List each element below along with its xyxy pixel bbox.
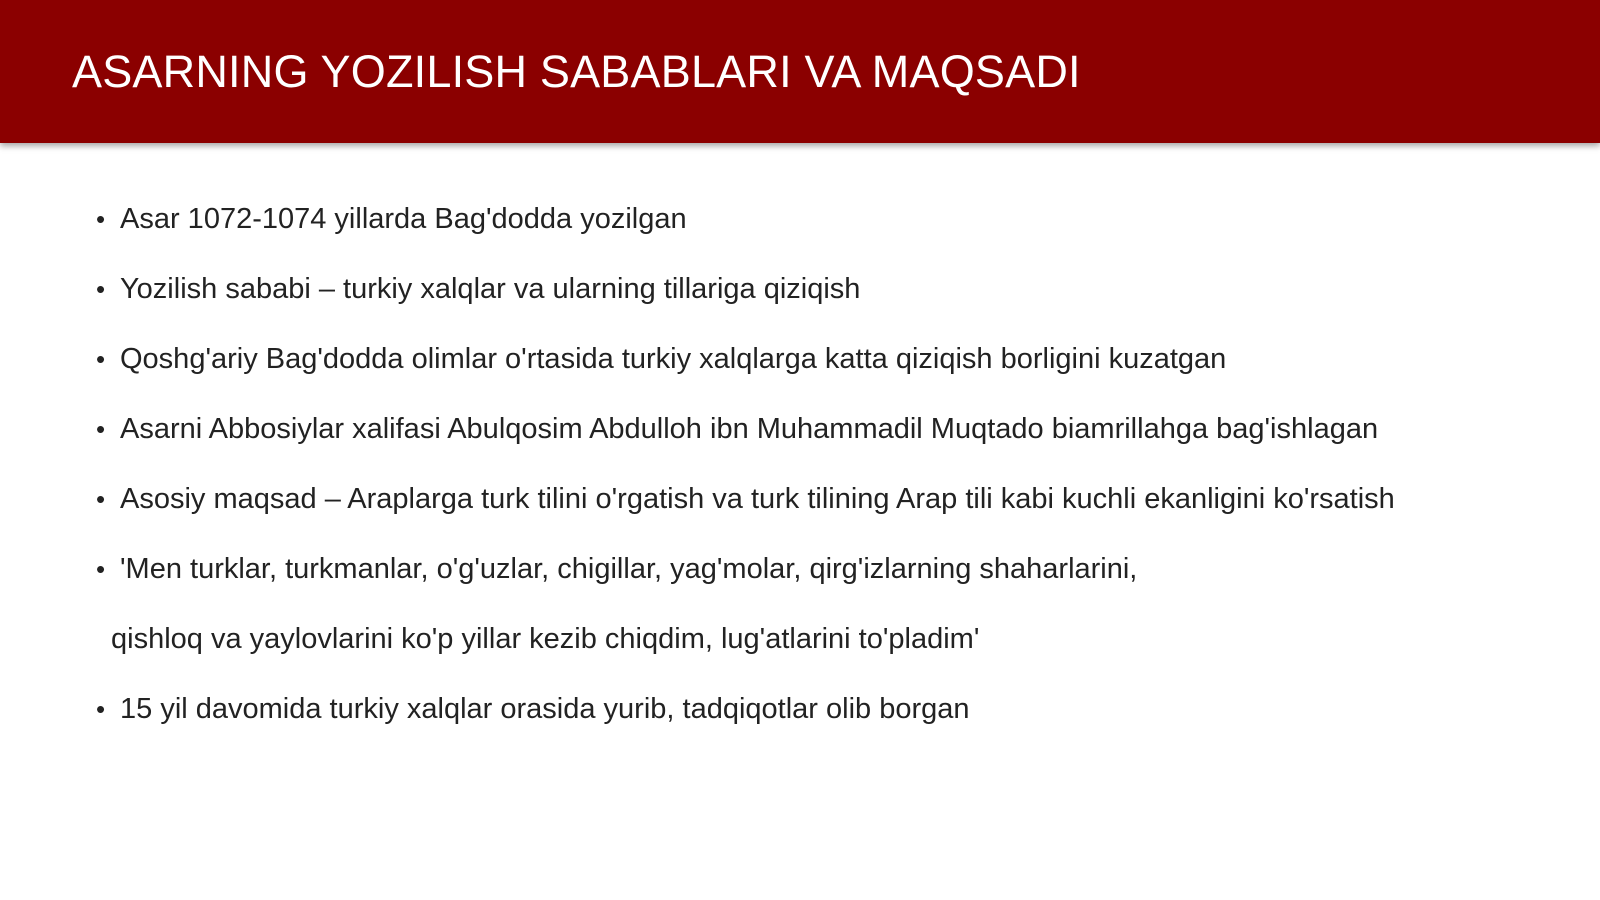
list-item-text: Asosiy maqsad – Araplarga turk tilini o'rgatish va turk tilining Arap tili kabi kuchli ekanligini ko'rsatish: [120, 482, 1395, 515]
list-item: [96, 674, 1576, 744]
list-item: [96, 394, 1576, 464]
list-item-text: 'Men turklar, turkmanlar, o'g'uzlar, chigillar, yag'molar, qirg'izlarning shaharlarini,: [120, 552, 1138, 585]
list-item-continuation-text: qishloq va yaylovlarini ko'p yillar kezib chiqdim, lug'atlarini to'pladim': [111, 622, 980, 655]
list-item-text: Qoshg'ariy Bag'dodda olimlar o'rtasida turkiy xalqlarga katta qiziqish borligini kuzatgan: [120, 342, 1227, 375]
bullet-list: [96, 184, 1576, 744]
list-item-text: Asar 1072-1074 yillarda Bag'dodda yozilgan: [120, 202, 687, 235]
list-item-text: 15 yil davomida turkiy xalqlar orasida yurib, tadqiqotlar olib borgan: [120, 692, 970, 725]
list-item: [96, 254, 1576, 324]
bullet-icon: •: [96, 483, 106, 514]
bullet-icon: •: [96, 553, 106, 584]
slide-title: ASARNING YOZILISH SABABLARI VA MAQSADI: [72, 46, 1081, 97]
list-item-text: Yozilish sababi – turkiy xalqlar va ularning tillariga qiziqish: [120, 272, 861, 305]
list-item-continuation: [96, 604, 1576, 674]
bullet-icon: •: [96, 693, 106, 724]
title-banner: [0, 0, 1600, 143]
bullet-icon: •: [96, 203, 106, 234]
list-item: [96, 464, 1576, 534]
list-item: [96, 324, 1576, 394]
bullet-icon: •: [96, 343, 106, 374]
list-item: [96, 184, 1576, 254]
list-item-text: Asarni Abbosiylar xalifasi Abulqosim Abdulloh ibn Muhammadil Muqtado biamrillahga bag'ishlagan: [120, 412, 1379, 445]
list-item: [96, 534, 1576, 604]
bullet-icon: •: [96, 413, 106, 444]
bullet-icon: •: [96, 273, 106, 304]
